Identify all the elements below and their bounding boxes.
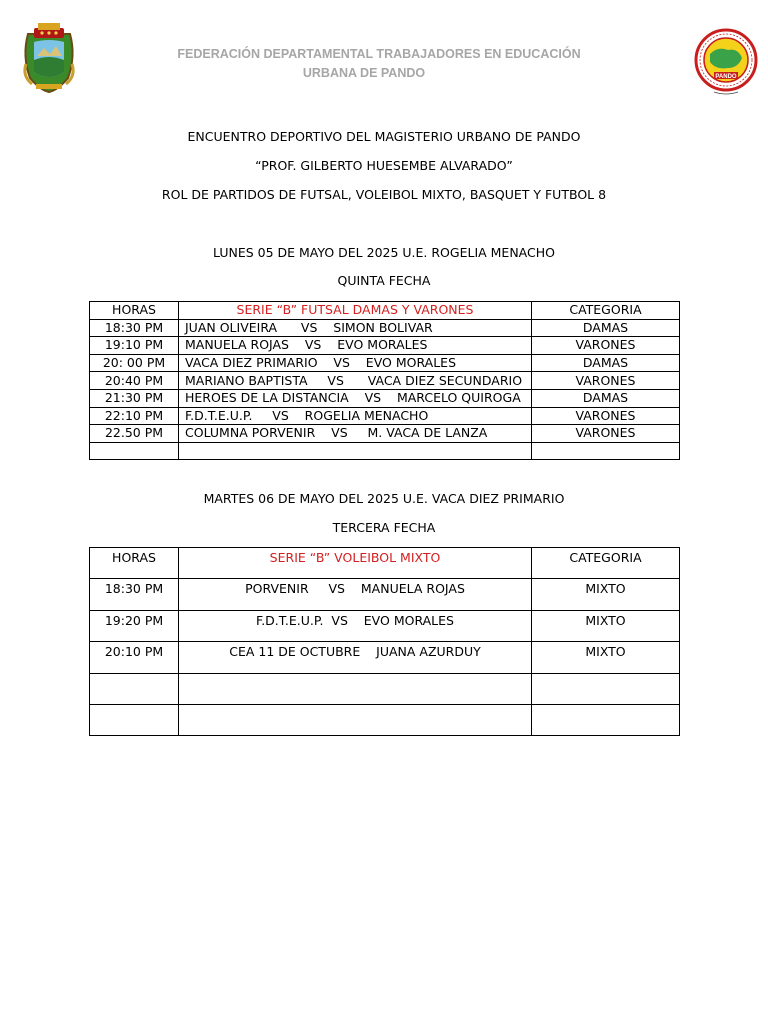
row-category	[532, 673, 680, 704]
row-match	[179, 704, 532, 735]
table-header-row	[90, 302, 680, 320]
table-row	[90, 642, 680, 673]
row-match	[179, 442, 532, 460]
table-row-empty	[90, 442, 680, 460]
table-row-empty	[90, 673, 680, 704]
table-row	[90, 610, 680, 641]
table-header-row	[90, 548, 680, 579]
seal-pando-text: PANDO	[715, 74, 737, 80]
row-match: CEA 11 DE OCTUBRE JUANA AZURDUY	[179, 642, 532, 673]
row-match: MARIANO BAPTISTA VS VACA DIEZ SECUNDARIO	[179, 372, 532, 390]
row-time	[90, 442, 179, 460]
header-categoria: CATEGORIA	[532, 302, 680, 320]
row-time: 19:20 PM	[90, 610, 179, 641]
federation-title-line-1: FEDERACIÓN DEPARTAMENTAL TRABAJADORES EN EDUCACIÓN	[177, 47, 581, 61]
header-serie: SERIE “B” VOLEIBOL MIXTO	[179, 548, 532, 579]
federation-seal-icon	[694, 28, 758, 98]
event-title: ENCUENTRO DEPORTIVO DEL MAGISTERIO URBANO DE PANDO	[187, 129, 581, 144]
table-row	[90, 337, 680, 355]
row-time	[90, 704, 179, 735]
section2-fecha: TERCERA FECHA	[332, 520, 436, 535]
row-time: 19:10 PM	[90, 337, 179, 355]
honoree-title: “PROF. GILBERTO HUESEMBE ALVARADO”	[255, 158, 513, 173]
row-match: F.D.T.E.U.P. VS ROGELIA MENACHO	[179, 407, 532, 425]
row-category	[532, 704, 680, 735]
row-time: 18:30 PM	[90, 579, 179, 610]
table-row	[90, 579, 680, 610]
header-horas: HORAS	[90, 302, 179, 320]
table-row-empty	[90, 704, 680, 735]
futsal-schedule-table	[89, 301, 680, 460]
header-horas: HORAS	[90, 548, 179, 579]
row-category: VARONES	[532, 337, 680, 355]
row-category: VARONES	[532, 425, 680, 443]
row-category: VARONES	[532, 407, 680, 425]
row-match: HEROES DE LA DISTANCIA VS MARCELO QUIROGA	[179, 389, 532, 407]
schedule-role-title: ROL DE PARTIDOS DE FUTSAL, VOLEIBOL MIXTO, BASQUET Y FUTBOL 8	[161, 187, 607, 202]
row-category: DAMAS	[532, 319, 680, 337]
row-match: COLUMNA PORVENIR VS M. VACA DE LANZA	[179, 425, 532, 443]
table-row	[90, 389, 680, 407]
row-match: JUAN OLIVEIRA VS SIMON BOLIVAR	[179, 319, 532, 337]
row-match: F.D.T.E.U.P. VS EVO MORALES	[179, 610, 532, 641]
row-category	[532, 442, 680, 460]
row-match: PORVENIR VS MANUELA ROJAS	[179, 579, 532, 610]
row-time: 20: 00 PM	[90, 354, 179, 372]
row-time: 22.50 PM	[90, 425, 179, 443]
row-match	[179, 673, 532, 704]
header-serie: SERIE “B” FUTSAL DAMAS Y VARONES	[179, 302, 532, 320]
table-row	[90, 425, 680, 443]
row-category: DAMAS	[532, 389, 680, 407]
voleibol-schedule-table	[89, 547, 680, 736]
table-row	[90, 407, 680, 425]
row-category: MIXTO	[532, 610, 680, 641]
row-time: 21:30 PM	[90, 389, 179, 407]
federation-title-line-2: URBANA DE PANDO	[302, 66, 426, 80]
row-time	[90, 673, 179, 704]
row-match: VACA DIEZ PRIMARIO VS EVO MORALES	[179, 354, 532, 372]
row-category: MIXTO	[532, 642, 680, 673]
table-row	[90, 354, 680, 372]
table-row	[90, 372, 680, 390]
section2-date-line: MARTES 06 DE MAYO DEL 2025 U.E. VACA DIEZ PRIMARIO	[203, 491, 565, 506]
row-time: 20:10 PM	[90, 642, 179, 673]
row-match: MANUELA ROJAS VS EVO MORALES	[179, 337, 532, 355]
section1-date-line: LUNES 05 DE MAYO DEL 2025 U.E. ROGELIA MENACHO	[213, 245, 555, 260]
row-category: DAMAS	[532, 354, 680, 372]
section1-fecha: QUINTA FECHA	[337, 273, 431, 288]
table-row	[90, 319, 680, 337]
row-category: MIXTO	[532, 579, 680, 610]
row-category: VARONES	[532, 372, 680, 390]
row-time: 22:10 PM	[90, 407, 179, 425]
row-time: 18:30 PM	[90, 319, 179, 337]
row-time: 20:40 PM	[90, 372, 179, 390]
header-categoria: CATEGORIA	[532, 548, 680, 579]
